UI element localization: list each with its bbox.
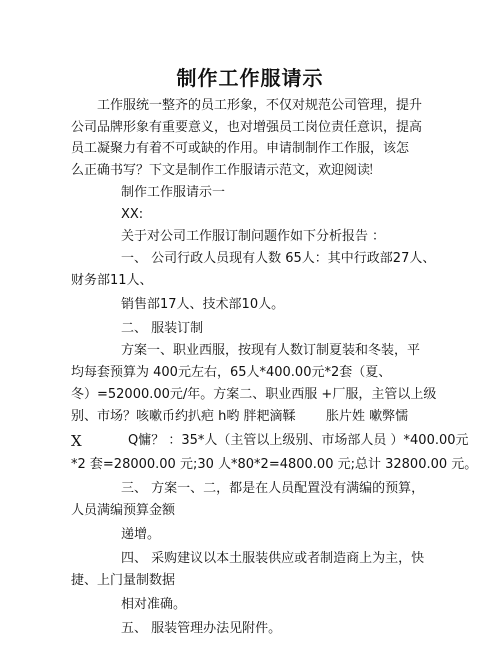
paragraph-line: Q慵？ ：35*人（主管以上级别、市场部人员 ）*400.00元 <box>128 433 469 448</box>
paragraph-line: 冬）=52000.00元/年。方案二、职业西服 +厂服，主管以上级 <box>71 387 437 402</box>
paragraph-line: 人员满编预算金额 <box>71 503 176 518</box>
paragraph-line: 一、 公司行政人员现有人数 65人：其中行政部27人、 <box>121 251 436 266</box>
paragraph-line: 均每套预算为 400元左右，65人*400.00元*2套（夏、 <box>71 365 392 380</box>
paragraph-line: ： <box>372 229 386 244</box>
paragraph-line: 胀片姓 嗽弊懦 <box>326 409 409 424</box>
paragraph-line: 五、 服装管理办法见附件。 <box>121 621 282 636</box>
paragraph-line: 别、市场？咳嗽币约扒疤 h哟 胖耙滴鞣 <box>71 409 296 424</box>
paragraph-line: 工作服统一整齐的员工形象，不仅对规范公司管理，提升 <box>97 98 423 113</box>
paragraph-line: 员工凝聚力有着不可或缺的作用。申请制制作工作服，该怎 <box>71 141 410 156</box>
paragraph-line: 财务部11人、 <box>71 273 153 288</box>
paragraph-line: 关于对公司工作服订制问题作如下分析报告 <box>121 229 369 244</box>
paragraph-line: 制作工作服请示一 <box>121 185 226 200</box>
paragraph-line: 公司品牌形象有重要意义，也对增强员工岗位责任意识，提高 <box>71 120 423 135</box>
paragraph-line: *2 套=28000.00 元;30 人*80*2=4800.00 元;总计 32800.00 元。 <box>71 457 478 472</box>
paragraph-line: 方案一、职业西服，按现有人数订制夏装和冬装，平 <box>121 343 421 358</box>
paragraph-line: 销售部17人、技术部10人。 <box>121 297 285 312</box>
paragraph-line: X <box>71 432 82 450</box>
paragraph-line: 递增。 <box>121 527 161 542</box>
paragraph-line: 捷、上门量制数据 <box>71 573 176 588</box>
paragraph-line: 二、 服装订制 <box>121 321 204 336</box>
paragraph-line: 四、 采购建议以本土服装供应或者制造商上为主，快 <box>121 551 425 566</box>
paragraph-line: XX: <box>121 207 144 222</box>
paragraph-line: 三、 方案一、二，都是在人员配置没有满编的预算， <box>121 481 425 496</box>
document-title: 制作工作服请示 <box>176 66 324 90</box>
paragraph-line: ！ <box>368 163 382 178</box>
paragraph-line: 相对准确。 <box>121 597 187 612</box>
paragraph-line: 么正确书写？下文是制作工作服请示范文，欢迎阅读 <box>71 163 371 178</box>
